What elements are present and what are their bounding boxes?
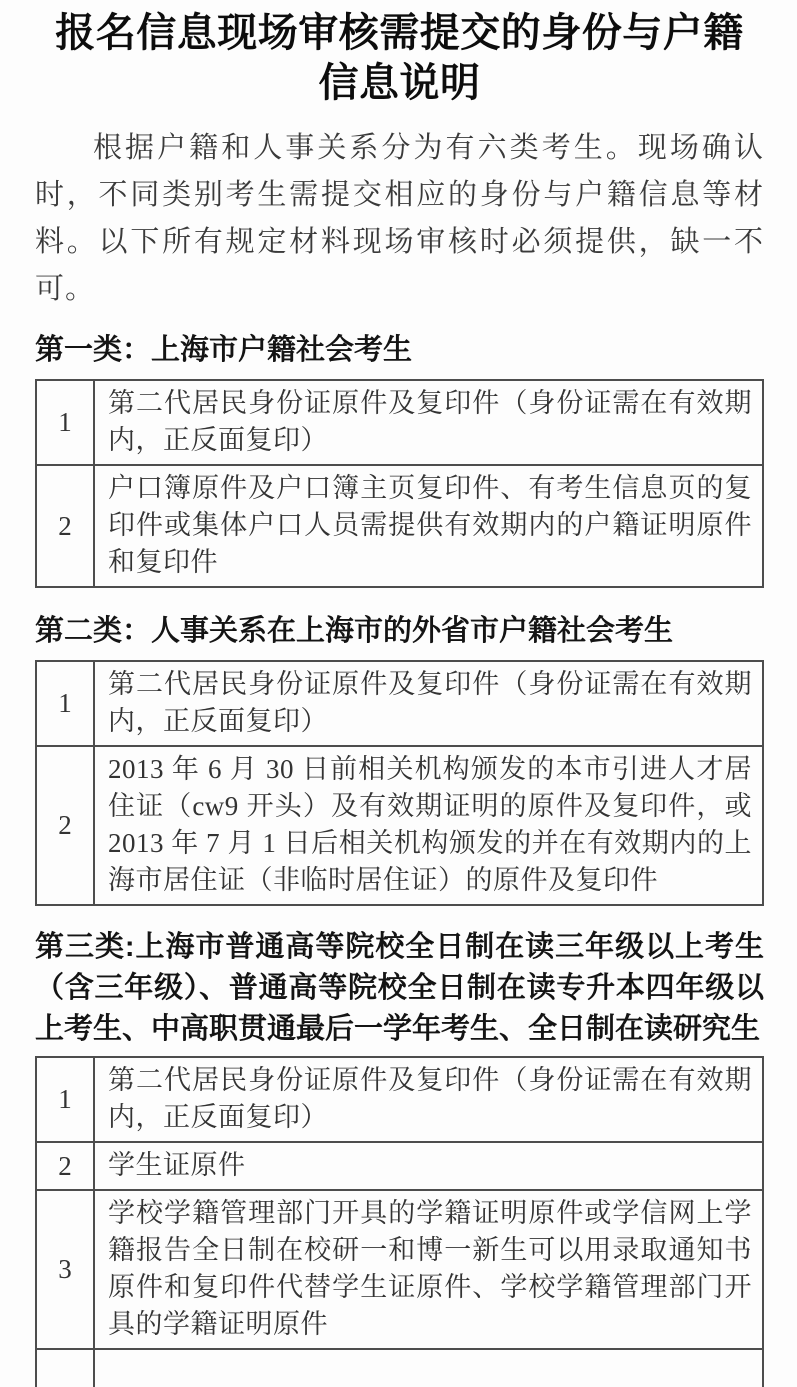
section-3-table <box>35 1056 764 1387</box>
row-text: 学生证原件 <box>94 1142 763 1190</box>
row-number: 1 <box>36 380 94 465</box>
table-row <box>36 661 763 746</box>
table-row <box>36 1057 763 1142</box>
row-text: 第二代居民身份证原件及复印件（身份证需在有效期内，正反面复印） <box>94 380 763 465</box>
row-number: 2 <box>36 465 94 587</box>
title-line-1: 报名信息现场审核需提交的身份与户籍 <box>55 10 744 55</box>
row-number-empty <box>36 1349 94 1387</box>
table-row <box>36 746 763 905</box>
table-row <box>36 1142 763 1190</box>
table-row <box>36 465 763 587</box>
row-number: 1 <box>36 1057 94 1142</box>
row-text: 第二代居民身份证原件及复印件（身份证需在有效期内，正反面复印） <box>94 1057 763 1142</box>
section-1-heading: 第一类：上海市户籍社会考生 <box>35 334 413 366</box>
title-line-2: 信息说明 <box>318 60 481 105</box>
intro-paragraph: 根据户籍和人事关系分为有六类考生。现场确认时，不同类别考生需提交相应的身份与户籍信息等材料。以下所有规定材料现场审核时必须提供，缺一不可。 <box>35 132 764 305</box>
row-text: 2013 年 6 月 30 日前相关机构颁发的本市引进人才居住证（cw9 开头）及有效期证明的原件及复印件，或 2013 年 7 月 1 日后相关机构颁发的并在有效期内的上海市居住证（非临时居住证）的原件及复印件 <box>94 746 763 905</box>
row-number: 2 <box>36 1142 94 1190</box>
row-text-empty <box>94 1349 763 1387</box>
table-row <box>36 1190 763 1349</box>
row-text: 户口簿原件及户口簿主页复印件、有考生信息页的复印件或集体户口人员需提供有效期内的户籍证明原件和复印件 <box>94 465 763 587</box>
row-text: 学校学籍管理部门开具的学籍证明原件或学信网上学籍报告全日制在校研一和博一新生可以用录取通知书原件和复印件代替学生证原件、学校学籍管理部门开具的学籍证明原件 <box>94 1190 763 1349</box>
row-number: 3 <box>36 1190 94 1349</box>
row-number: 1 <box>36 661 94 746</box>
section-2-table <box>35 660 764 906</box>
section-3-heading: 第三类:上海市普通高等院校全日制在读三年级以上考生（含三年级）、普通高等院校全日制在读专升本四年级以上考生、中高职贯通最后一学年考生、全日制在读研究生 <box>35 931 764 1045</box>
section-2-heading: 第二类：人事关系在上海市的外省市户籍社会考生 <box>35 615 674 647</box>
row-number: 2 <box>36 746 94 905</box>
section-1-table <box>35 379 764 588</box>
row-text: 第二代居民身份证原件及复印件（身份证需在有效期内，正反面复印） <box>94 661 763 746</box>
table-row <box>36 380 763 465</box>
document-title <box>35 8 764 108</box>
table-row-cutoff <box>36 1349 763 1387</box>
